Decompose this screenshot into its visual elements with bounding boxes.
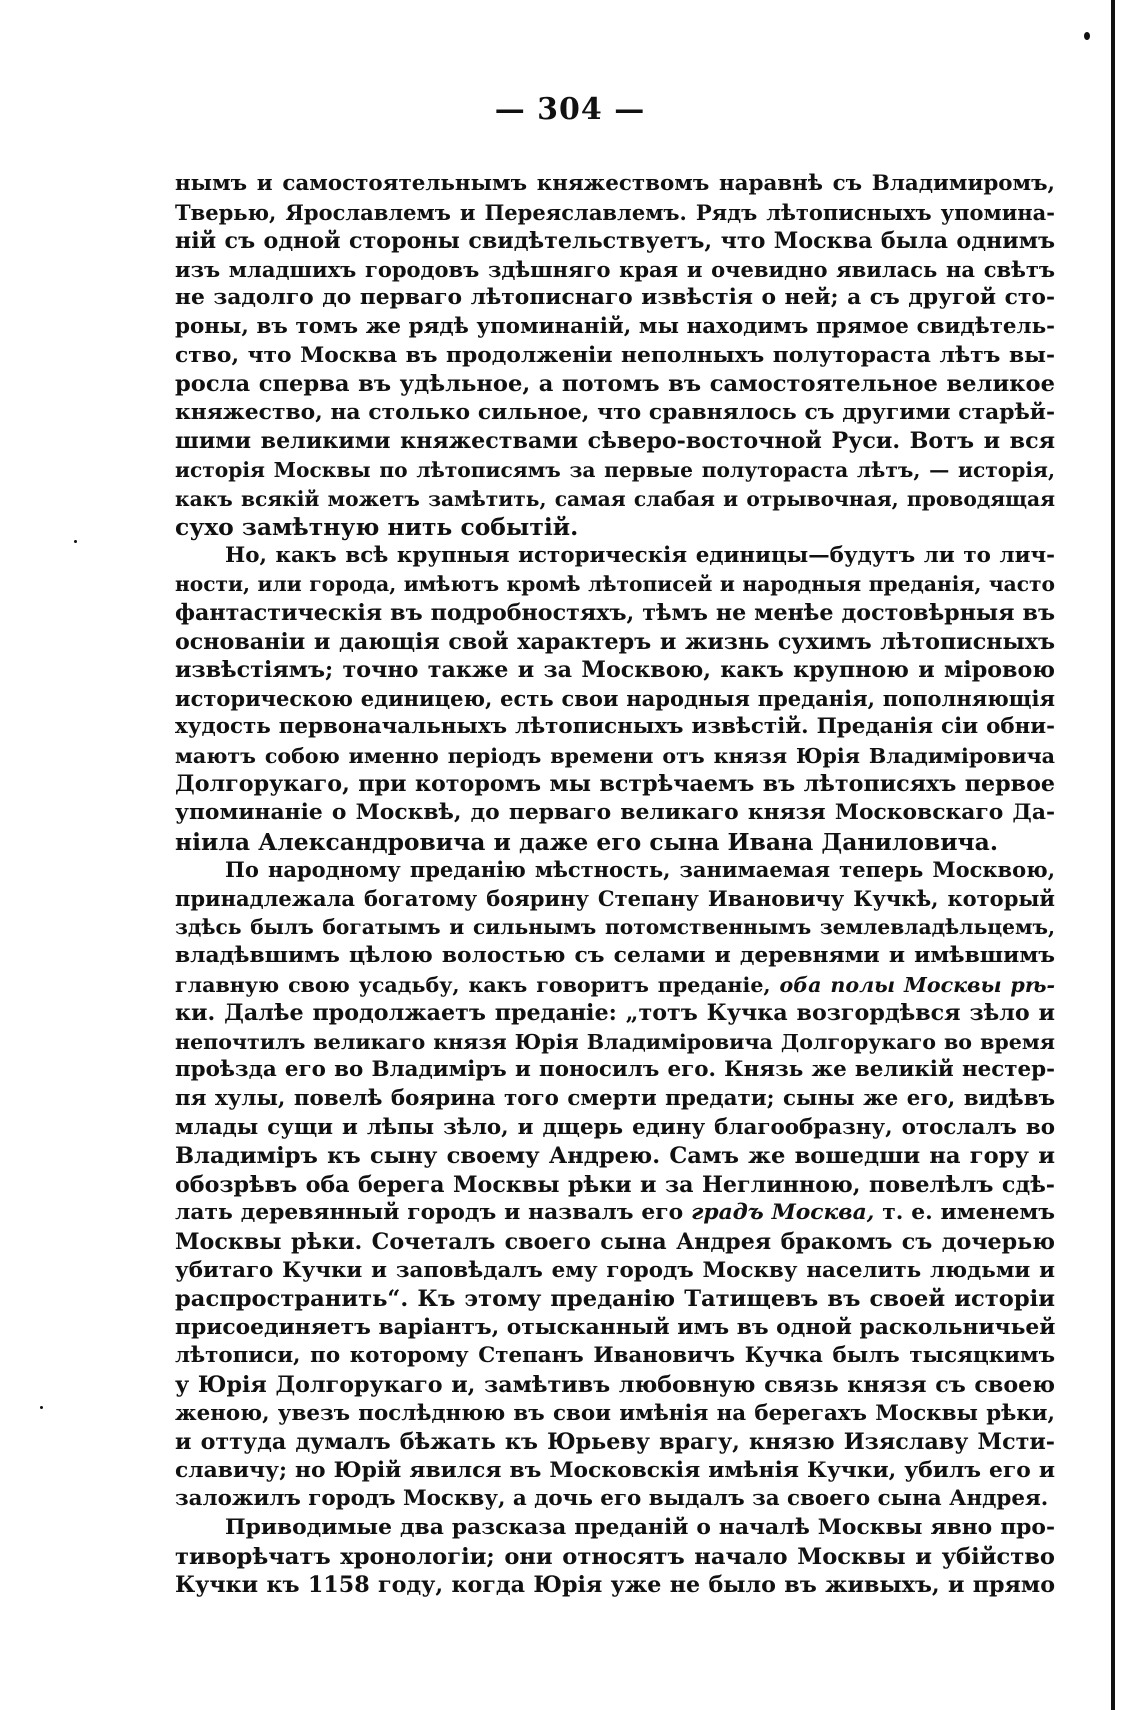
- text-line: ніила Александровича и даже его сына Ивана Даниловича.: [175, 827, 998, 856]
- text-line: у Юрія Долгорукаго и, замѣтивъ любовную связь князя съ своею: [175, 1371, 1055, 1398]
- italic-phrase: градъ Москва,: [691, 1200, 875, 1226]
- text-line: роны, въ томъ же рядѣ упоминаній, мы находимъ прямое свидѣтель-: [175, 313, 1055, 339]
- text-line: лѣтописи, по которому Степанъ Ивановичъ Кучка былъ тысяцкимъ: [175, 1343, 1055, 1369]
- text-line: млады сущи и лѣпы зѣло, и дщерь едину благообразну, отослалъ во: [175, 1114, 1055, 1140]
- text-line: Владиміръ къ сыну своему Андрею. Самъ же вошедши на гору и: [175, 1143, 1055, 1170]
- text-line: ки. Далѣе продолжаетъ преданіе: „тотъ Кучка возгордѣвся зѣло и: [175, 1000, 1055, 1027]
- text-segment: главную свою усадьбу, какъ говоритъ преданіе,: [175, 972, 771, 997]
- ink-speck: [74, 540, 77, 543]
- text-line: маютъ собою именно періодъ времени отъ князя Юрія Владиміровича: [175, 743, 1055, 768]
- text-line: распространить“. Къ этому преданію Татищевъ въ своей исторіи: [175, 1286, 1055, 1313]
- text-line: здѣсь былъ богатымъ и сильнымъ потомственнымъ землевладѣльцемъ,: [175, 915, 1055, 940]
- text-line: росла сперва въ удѣльное, а потомъ въ самостоятельное великое: [175, 371, 1055, 398]
- text-line: Приводимые два разсказа преданій о началѣ Москвы явно про-: [225, 1514, 1055, 1540]
- text-line: обозрѣвъ оба берега Москвы рѣки и за Неглинною, повелѣлъ сдѣ-: [175, 1171, 1055, 1198]
- text-line: женою, увезъ послѣднюю въ свои имѣнія на берегахъ Москвы рѣки,: [175, 1400, 1055, 1426]
- text-line: Но, какъ всѣ крупныя историческія единицы—будутъ ли то лич-: [225, 542, 1055, 568]
- text-line: ности, или города, имѣютъ кромѣ лѣтописей и народныя преданія, часто: [175, 572, 1055, 597]
- ink-speck: [1084, 32, 1090, 40]
- text-line: изъ младшихъ городовъ здѣшняго края и очевидно явилась на свѣтъ: [175, 256, 1055, 282]
- text-line: худость первоначальныхъ лѣтописныхъ извѣстій. Преданія сіи обни-: [175, 714, 1055, 740]
- text-segment: т. е. именемъ: [882, 1200, 1056, 1226]
- text-line-with-italic: [175, 971, 1055, 1000]
- text-line: непочтилъ великаго князя Юрія Владиміровича Долгорукаго во время: [175, 1029, 1055, 1054]
- text-line: не задолго до перваго лѣтописнаго извѣстія о ней; а съ другой сто-: [175, 285, 1055, 311]
- text-line: и оттуда думалъ бѣжать къ Юрьеву врагу, князю Изяславу Мсти-: [175, 1429, 1055, 1456]
- text-line: ство, что Москва въ продолженіи неполныхъ полутораста лѣтъ вы-: [175, 342, 1055, 368]
- text-line: заложилъ городъ Москву, а дочь его выдалъ за своего сына Андрея.: [175, 1486, 1049, 1512]
- text-line: убитаго Кучки и заповѣдалъ ему городъ Москву населить людьми и: [175, 1257, 1055, 1283]
- text-line: Долгорукаго, при которомъ мы встрѣчаемъ въ лѣтописяхъ первое: [175, 771, 1055, 798]
- ink-speck: [40, 1406, 43, 1409]
- text-line: княжество, на столько сильное, что сравнялось съ другими старѣй-: [175, 399, 1055, 425]
- text-line: извѣстіямъ; точно также и за Москвою, какъ крупною и міровою: [175, 657, 1055, 684]
- text-line: Тверью, Ярославлемъ и Переяславлемъ. Рядъ лѣтописныхъ упомина-: [175, 199, 1055, 225]
- text-line: фантастическія въ подробностяхъ, тѣмъ не менѣе достовѣрныя въ: [175, 599, 1055, 626]
- text-line: присоединяетъ варіантъ, отысканный имъ въ одной раскольничьей: [175, 1314, 1056, 1340]
- text-line: нымъ и самостоятельнымъ княжествомъ наравнѣ съ Владимиромъ,: [175, 171, 1055, 196]
- text-line: пя хулы, повелѣ боярина того смерти предати; сыны же его, видѣвъ: [175, 1086, 1055, 1111]
- text-line: историческою единицею, есть свои народныя преданія, пополняющія: [175, 685, 1055, 711]
- text-line: принадлежала богатому боярину Степану Ивановичу Кучкѣ, который: [175, 885, 1055, 911]
- page-edge-line: [1111, 0, 1115, 1710]
- text-line: шими великими княжествами сѣверо-восточной Руси. Вотъ и вся: [175, 428, 1055, 455]
- text-line: По народному преданію мѣстность, занимаемая теперь Москвою,: [225, 857, 1055, 883]
- body-text: [175, 170, 1055, 1600]
- text-line: тиворѣчатъ хронологіи; они относятъ начало Москвы и убійство: [175, 1543, 1055, 1570]
- text-line: исторія Москвы по лѣтописямъ за первые полутораста лѣтъ, — исторія,: [175, 457, 1055, 482]
- italic-phrase: оба полы Москвы рѣ-: [779, 972, 1056, 997]
- text-segment: лать деревянный городъ и назвалъ его: [175, 1200, 684, 1226]
- page-number: — 304 —: [494, 92, 646, 127]
- text-line: сухо замѣтную нить событій.: [175, 513, 579, 542]
- text-line: проѣзда его во Владиміръ и поносилъ его. Князь же великій нестер-: [175, 1057, 1055, 1083]
- text-line: Москвы рѣки. Сочеталъ своего сына Андрея бракомъ съ дочерью: [175, 1228, 1055, 1255]
- text-line: владѣвшимъ цѣлою волостью съ селами и деревнями и имѣвшимъ: [175, 943, 1055, 969]
- text-line: основаніи и дающія свой характеръ и жизнь сухимъ лѣтописныхъ: [175, 628, 1055, 655]
- text-line: славичу; но Юрій явился въ Московскія имѣнія Кучки, убилъ его и: [175, 1457, 1055, 1483]
- text-line: ній съ одной стороны свидѣтельствуетъ, что Москва была однимъ: [175, 228, 1055, 255]
- text-line: какъ всякій можетъ замѣтить, самая слабая и отрывочная, проводящая: [175, 486, 1055, 511]
- text-line-with-italic: [175, 1199, 1055, 1228]
- text-line: Кучки къ 1158 году, когда Юрія уже не было въ живыхъ, и прямо: [175, 1572, 1055, 1599]
- text-line: упоминаніе о Москвѣ, до перваго великаго князя Московскаго Да-: [175, 800, 1055, 826]
